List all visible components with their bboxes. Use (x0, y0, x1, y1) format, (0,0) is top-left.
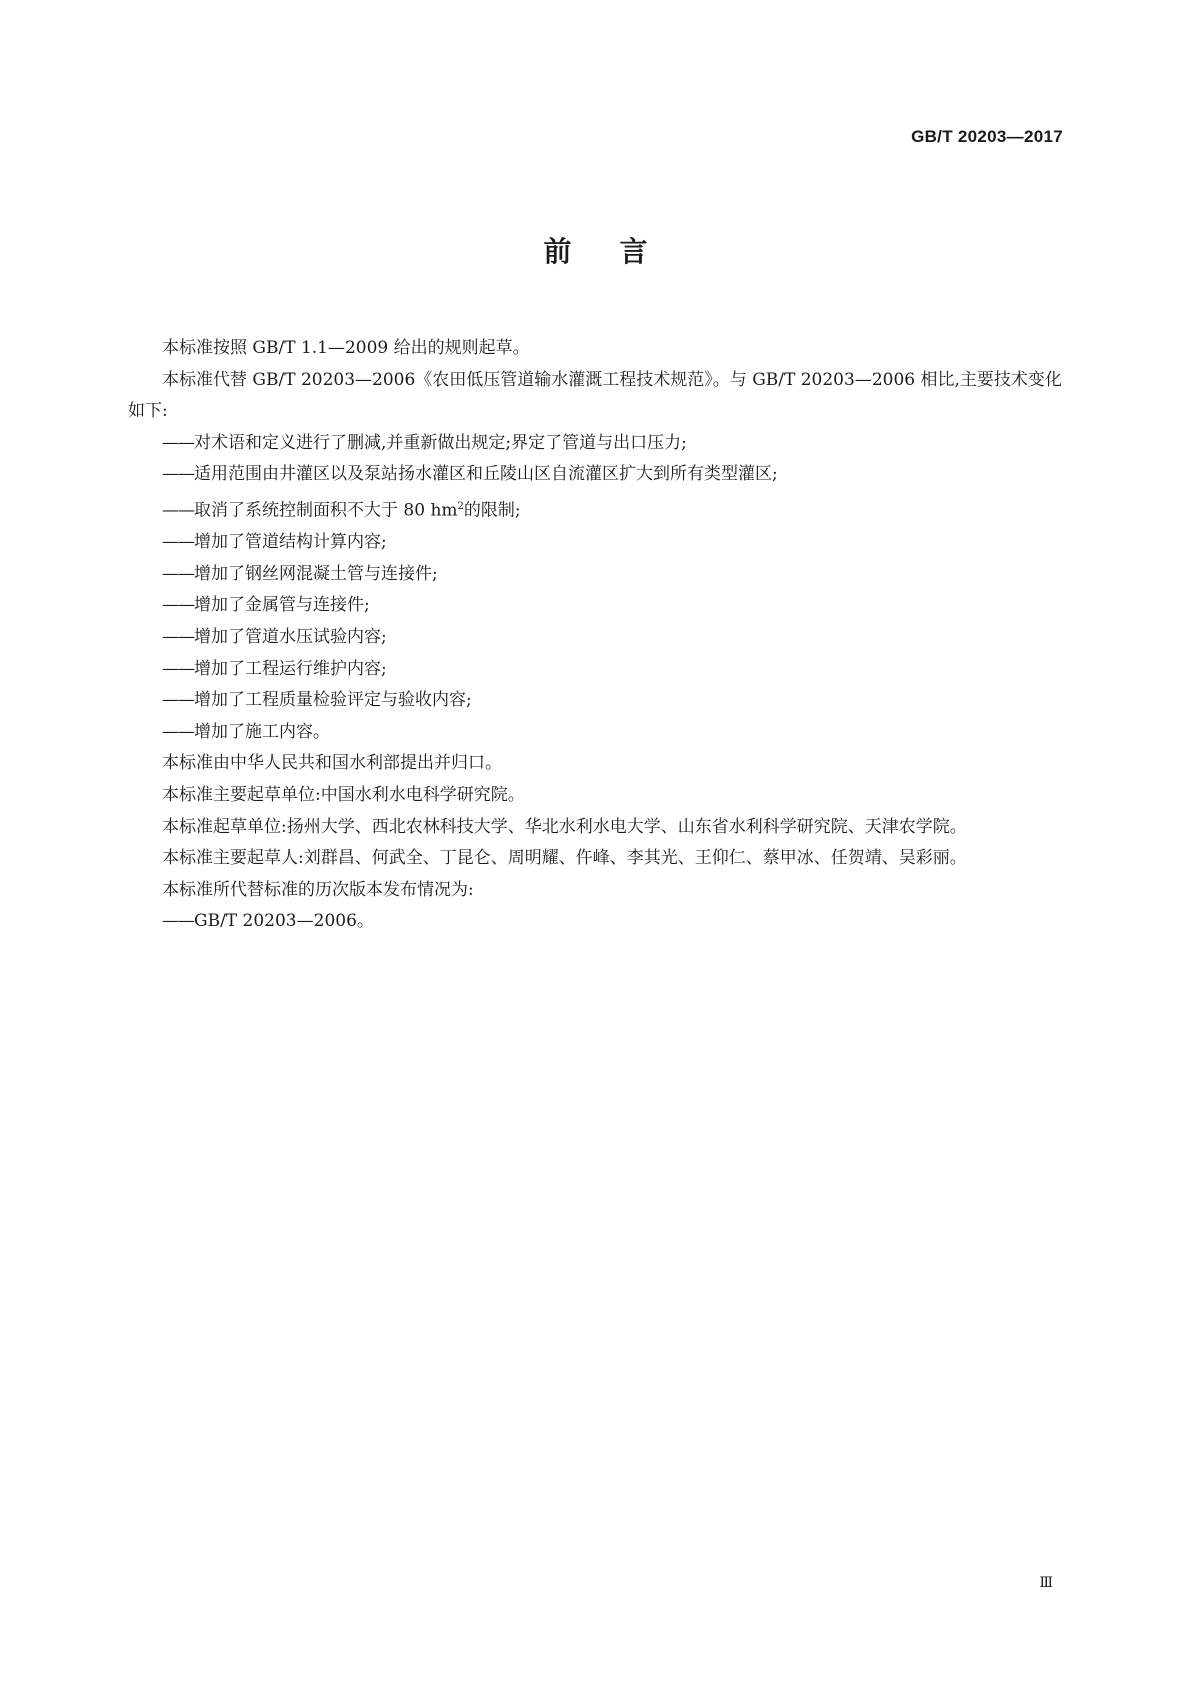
list-item-text: 增加了工程运行维护内容; (194, 658, 387, 679)
list-item-text: 增加了金属管与连接件; (194, 595, 370, 616)
dash-marker: —— (162, 464, 194, 485)
paragraph-replaces: 本标准代替 GB/T 20203—2006《农田低压管道输水灌溉工程技术规范》。与 GB/T 20203—2006 相比,主要技术变化如下: (128, 369, 1062, 422)
list-item-text: 增加了管道结构计算内容; (194, 532, 387, 553)
list-item-text: GB/T 20203—2006。 (194, 911, 374, 932)
list-item-text: 增加了钢丝网混凝土管与连接件; (194, 563, 438, 584)
list-item (128, 906, 1063, 938)
list-item (128, 622, 1063, 654)
paragraph-drafting-rules: 本标准按照 GB/T 1.1—2009 给出的规则起草。 (162, 338, 530, 358)
dash-marker: —— (162, 432, 194, 453)
list-item (128, 685, 1063, 717)
dash-marker: —— (162, 563, 194, 584)
dash-marker: —— (162, 595, 194, 616)
list-item (128, 527, 1063, 559)
list-item-text: 增加了管道水压试验内容; (194, 627, 387, 647)
superscript: 2 (457, 500, 464, 512)
dash-marker: —— (162, 911, 194, 932)
dash-marker: —— (162, 690, 194, 711)
page-title: 前言 (543, 235, 696, 268)
standard-number: GB/T 20203—2017 (911, 127, 1063, 146)
dash-marker: —— (162, 500, 194, 521)
list-item-text: 增加了工程质量检验评定与验收内容; (194, 690, 472, 711)
dash-marker: —— (162, 627, 194, 647)
list-item (128, 654, 1063, 686)
list-item (128, 428, 1063, 460)
list-item-text: 的限制; (463, 500, 521, 521)
list-item (128, 590, 1063, 622)
paragraph-history: 本标准所代替标准的历次版本发布情况为: (162, 879, 474, 900)
list-item-text: 适用范围由井灌区以及泵站扬水灌区和丘陵山区自流灌区扩大到所有类型灌区; (194, 464, 778, 485)
dash-marker: —— (162, 532, 194, 553)
paragraph-main-drafting-unit: 本标准主要起草单位:中国水利水电科学研究院。 (162, 784, 525, 805)
paragraph-drafting-units: 本标准起草单位:扬州大学、西北农林科技大学、华北水利水电大学、山东省水利科学研究院、天津农学院。 (162, 816, 967, 837)
list-item (128, 559, 1063, 591)
dash-marker: —— (162, 721, 194, 742)
list-item (128, 491, 1063, 527)
dash-marker: —— (162, 658, 194, 679)
page-number: Ⅲ (1039, 1575, 1053, 1591)
list-item-text: 增加了施工内容。 (194, 721, 330, 742)
list-item-text: 取消了系统控制面积不大于 80 hm (194, 500, 458, 521)
list-item (128, 717, 1063, 749)
list-item (128, 459, 1063, 491)
paragraph-drafters: 本标准主要起草人:刘群昌、何武全、丁昆仑、周明耀、仵峰、李其光、王仰仁、蔡甲冰、任贺靖、吴彩丽。 (162, 848, 967, 869)
foreword-body (128, 333, 1063, 938)
paragraph-proposer: 本标准由中华人民共和国水利部提出并归口。 (162, 753, 502, 774)
list-item-text: 对术语和定义进行了删减,并重新做出规定;界定了管道与出口压力; (194, 432, 687, 453)
